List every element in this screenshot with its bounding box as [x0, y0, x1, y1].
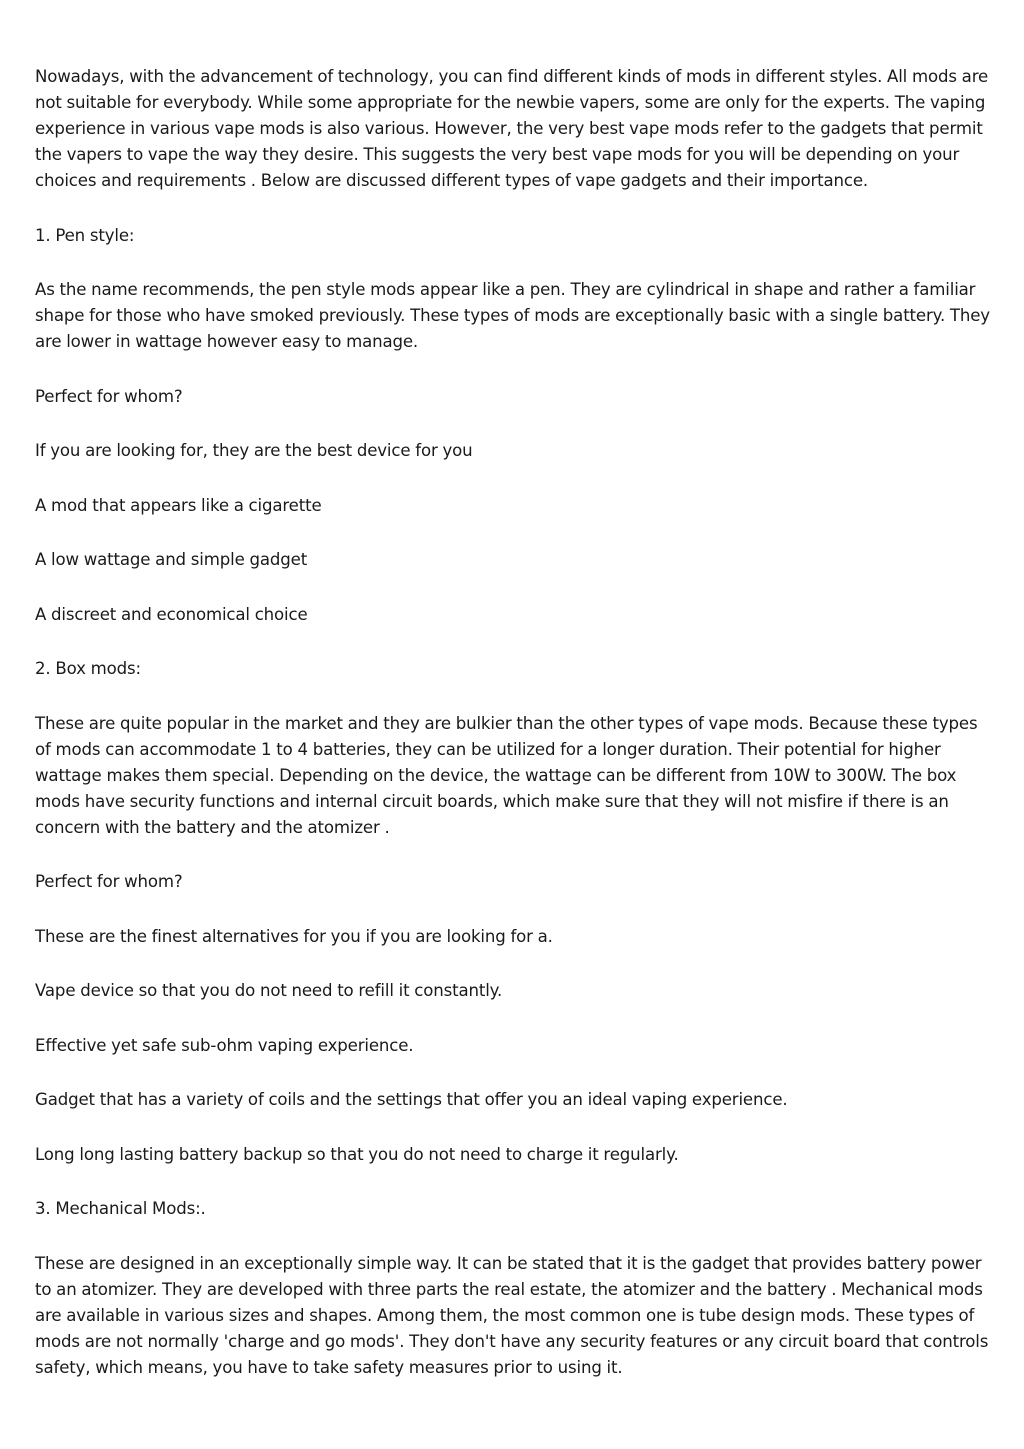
intro-paragraph: Nowadays, with the advancement of technology, you can find different kinds of mods in different styles. All mods are not suitable for everybody. While some appropriate for the newbie vapers, some are only for the experts. The vaping experience in various vape mods is also various. However, the very best vape mods refer to the gadgets that permit the vapers to vape the way they desire. This suggests the very best vape mods for you will be depending on your choices and requirements . Below are discussed different types of vape gadgets and their importance. — [35, 67, 989, 190]
pen-style-paragraph: As the name recommends, the pen style mods appear like a pen. They are cylindrical in shape and rather a familiar shape for those who have smoked previously. These types of mods are exceptionally basic with a single battery. They are lower in wattage however easy to manage. — [35, 280, 990, 351]
list-item: A discreet and economical choice — [35, 604, 308, 624]
list-item: Gadget that has a variety of coils and the settings that offer you an ideal vaping experience. — [35, 1090, 788, 1109]
subheading-perfect-for-whom: Perfect for whom? — [35, 872, 183, 891]
list-item: A low wattage and simple gadget — [35, 550, 308, 569]
mechanical-mods-paragraph: These are designed in an exceptionally simple way. It can be stated that it is the gadget that provides battery power to an atomizer. They are developed with three parts the real estate, the atomizer and the battery . Mechanical mods are available in various sizes and shapes. Among them, the most common one is tube design mods. These types of mods are not normally 'charge and go mods'. They don't have any security features or any circuit board that controls safety, which means, you have to take safety measures prior to using it. — [35, 1253, 989, 1377]
subheading-perfect-for-whom: Perfect for whom? — [35, 386, 183, 406]
list-item: A mod that appears like a cigarette — [35, 495, 322, 515]
section-heading-box-mods: 2. Box mods: — [35, 659, 141, 678]
document-body — [35, 64, 995, 1409]
list-item: Vape device so that you do not need to refill it constantly. — [35, 981, 503, 1000]
list-item: Effective yet safe sub-ohm vaping experience. — [35, 1035, 414, 1055]
box-mods-paragraph: These are quite popular in the market and they are bulkier than the other types of vape mods. Because these types of mods can accommodate 1 to 4 batteries, they can be utilized for a longer duration. Their potential for higher wattage makes them special. Depending on the device, the wattage can be different from 10W to 300W. The box mods have security functions and internal circuit boards, which make sure that they will not misfire if there is an concern with the battery and the atomizer . — [35, 713, 978, 837]
list-item: These are the finest alternatives for you if you are looking for a. — [35, 926, 553, 946]
list-item: Long long lasting battery backup so that you do not need to charge it regularly. — [35, 1144, 679, 1164]
section-heading-mechanical-mods: 3. Mechanical Mods:. — [35, 1199, 206, 1218]
list-item: If you are looking for, they are the best device for you — [35, 441, 473, 460]
section-heading-pen-style: 1. Pen style: — [35, 225, 135, 245]
